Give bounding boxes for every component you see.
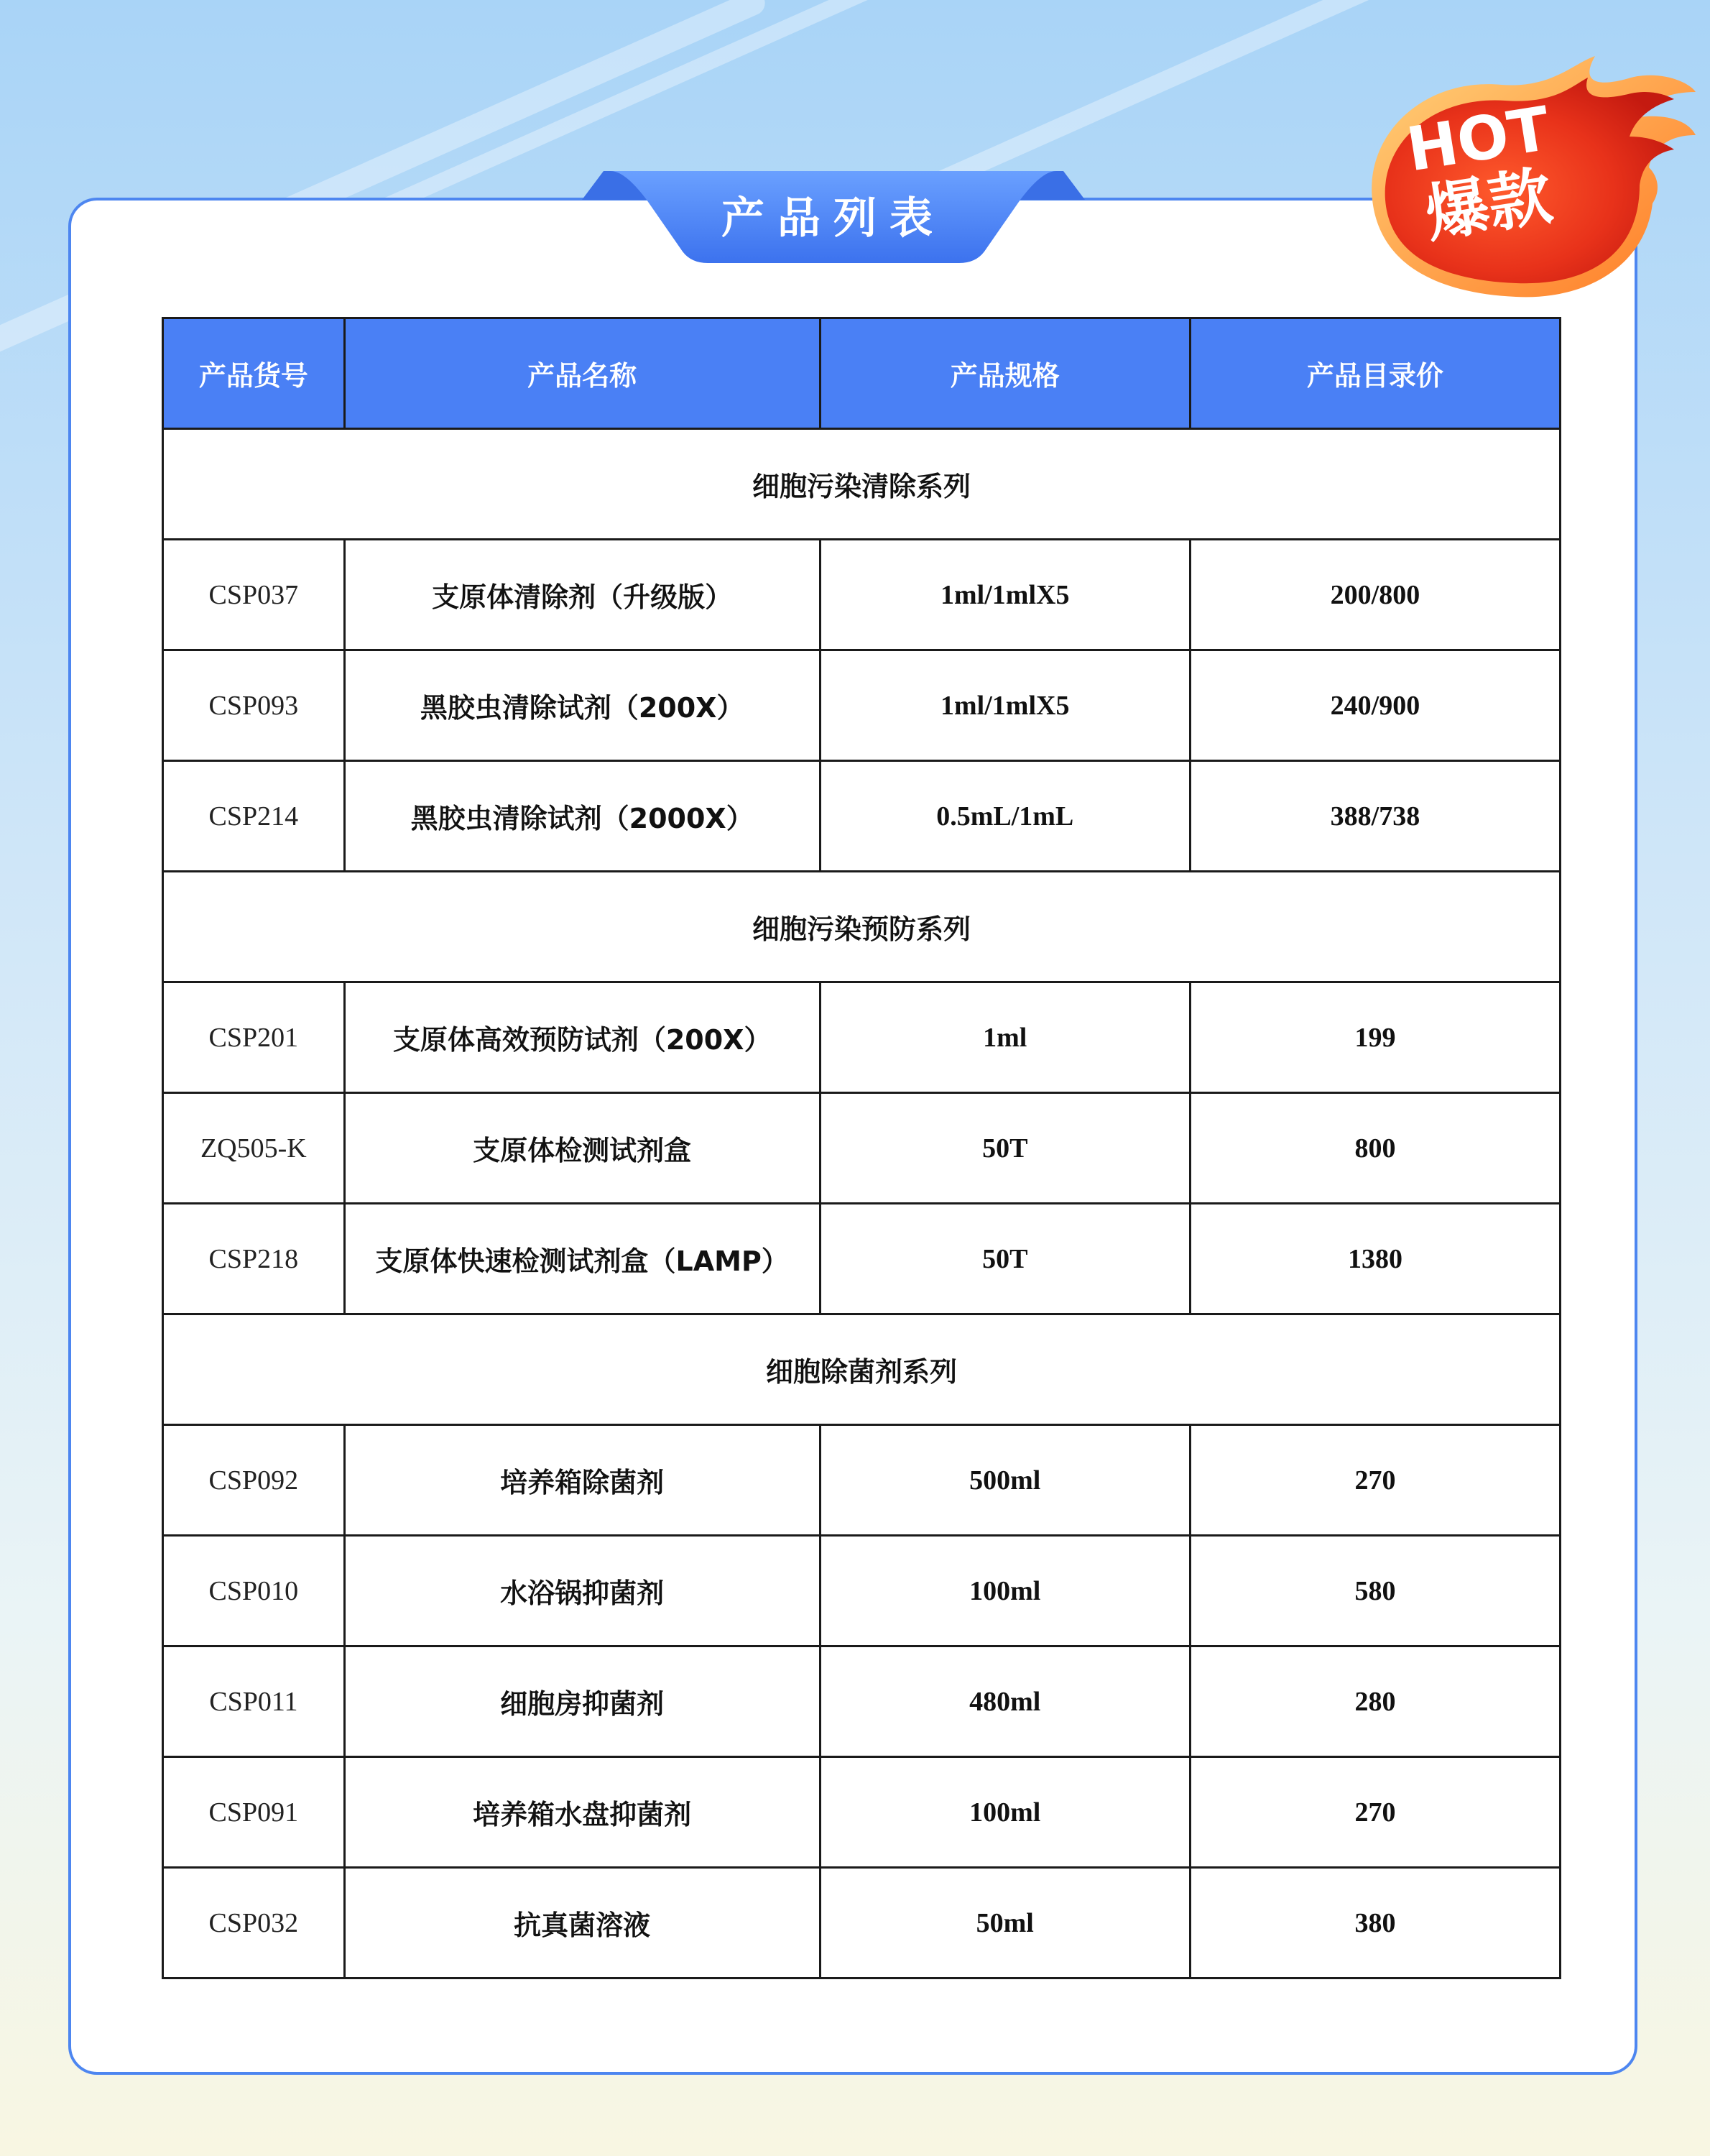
product-price: 199 (1190, 982, 1560, 1093)
product-name: 培养箱除菌剂 (344, 1425, 820, 1536)
product-name: 细胞房抑菌剂 (344, 1646, 820, 1757)
product-price: 388/738 (1190, 761, 1560, 872)
page-title: 产品列表 (721, 193, 946, 244)
product-price: 280 (1190, 1646, 1560, 1757)
product-name: 黑胶虫清除试剂（2000X） (344, 761, 820, 872)
product-code: CSP010 (163, 1536, 345, 1646)
product-spec: 1ml (820, 982, 1190, 1093)
section-title: 细胞污染清除系列 (163, 429, 1561, 540)
header-name: 产品名称 (344, 318, 820, 429)
product-spec: 0.5mL/1mL (820, 761, 1190, 872)
hot-badge-en: HOT (1402, 93, 1555, 185)
table-row (163, 982, 1561, 1093)
product-code: CSP091 (163, 1757, 345, 1868)
section-title: 细胞污染预防系列 (163, 872, 1561, 982)
section-title: 细胞除菌剂系列 (163, 1314, 1561, 1425)
section-row (163, 872, 1561, 982)
product-code: CSP037 (163, 540, 345, 650)
header-code: 产品货号 (163, 318, 345, 429)
table-row (163, 1646, 1561, 1757)
product-code: CSP093 (163, 650, 345, 761)
table-row (163, 761, 1561, 872)
product-price: 240/900 (1190, 650, 1560, 761)
table-header-row (163, 318, 1561, 429)
product-price: 200/800 (1190, 540, 1560, 650)
product-name: 支原体高效预防试剂（200X） (344, 982, 820, 1093)
product-table (162, 317, 1561, 1979)
hot-badge-cn: 爆款 (1420, 158, 1557, 252)
product-spec: 1ml/1mlX5 (820, 540, 1190, 650)
product-name: 支原体清除剂（升级版） (344, 540, 820, 650)
table-row (163, 1757, 1561, 1868)
product-name: 黑胶虫清除试剂（200X） (344, 650, 820, 761)
product-code: CSP201 (163, 982, 345, 1093)
table-row (163, 540, 1561, 650)
product-name: 支原体快速检测试剂盒（LAMP） (344, 1204, 820, 1314)
hot-badge-label (1402, 93, 1566, 252)
table-row (163, 1093, 1561, 1204)
product-name: 抗真菌溶液 (344, 1868, 820, 1978)
product-spec: 50T (820, 1093, 1190, 1204)
header-spec: 产品规格 (820, 318, 1190, 429)
title-tab (582, 171, 1085, 268)
product-code: CSP092 (163, 1425, 345, 1536)
product-spec: 480ml (820, 1646, 1190, 1757)
product-price: 270 (1190, 1425, 1560, 1536)
section-row (163, 1314, 1561, 1425)
product-spec: 1ml/1mlX5 (820, 650, 1190, 761)
product-name: 支原体检测试剂盒 (344, 1093, 820, 1204)
product-code: CSP218 (163, 1204, 345, 1314)
table-row (163, 1868, 1561, 1978)
product-spec: 50T (820, 1204, 1190, 1314)
product-spec: 500ml (820, 1425, 1190, 1536)
table-row (163, 1425, 1561, 1536)
table-row (163, 1204, 1561, 1314)
table-row (163, 650, 1561, 761)
product-code: ZQ505-K (163, 1093, 345, 1204)
header-price: 产品目录价 (1190, 318, 1560, 429)
product-spec: 100ml (820, 1536, 1190, 1646)
product-spec: 50ml (820, 1868, 1190, 1978)
product-name: 水浴锅抑菌剂 (344, 1536, 820, 1646)
product-code: CSP032 (163, 1868, 345, 1978)
table-row (163, 1536, 1561, 1646)
product-price: 270 (1190, 1757, 1560, 1868)
product-name: 培养箱水盘抑菌剂 (344, 1757, 820, 1868)
product-price: 580 (1190, 1536, 1560, 1646)
product-price: 380 (1190, 1868, 1560, 1978)
product-code: CSP214 (163, 761, 345, 872)
product-code: CSP011 (163, 1646, 345, 1757)
product-price: 800 (1190, 1093, 1560, 1204)
product-price: 1380 (1190, 1204, 1560, 1314)
product-spec: 100ml (820, 1757, 1190, 1868)
section-row (163, 429, 1561, 540)
